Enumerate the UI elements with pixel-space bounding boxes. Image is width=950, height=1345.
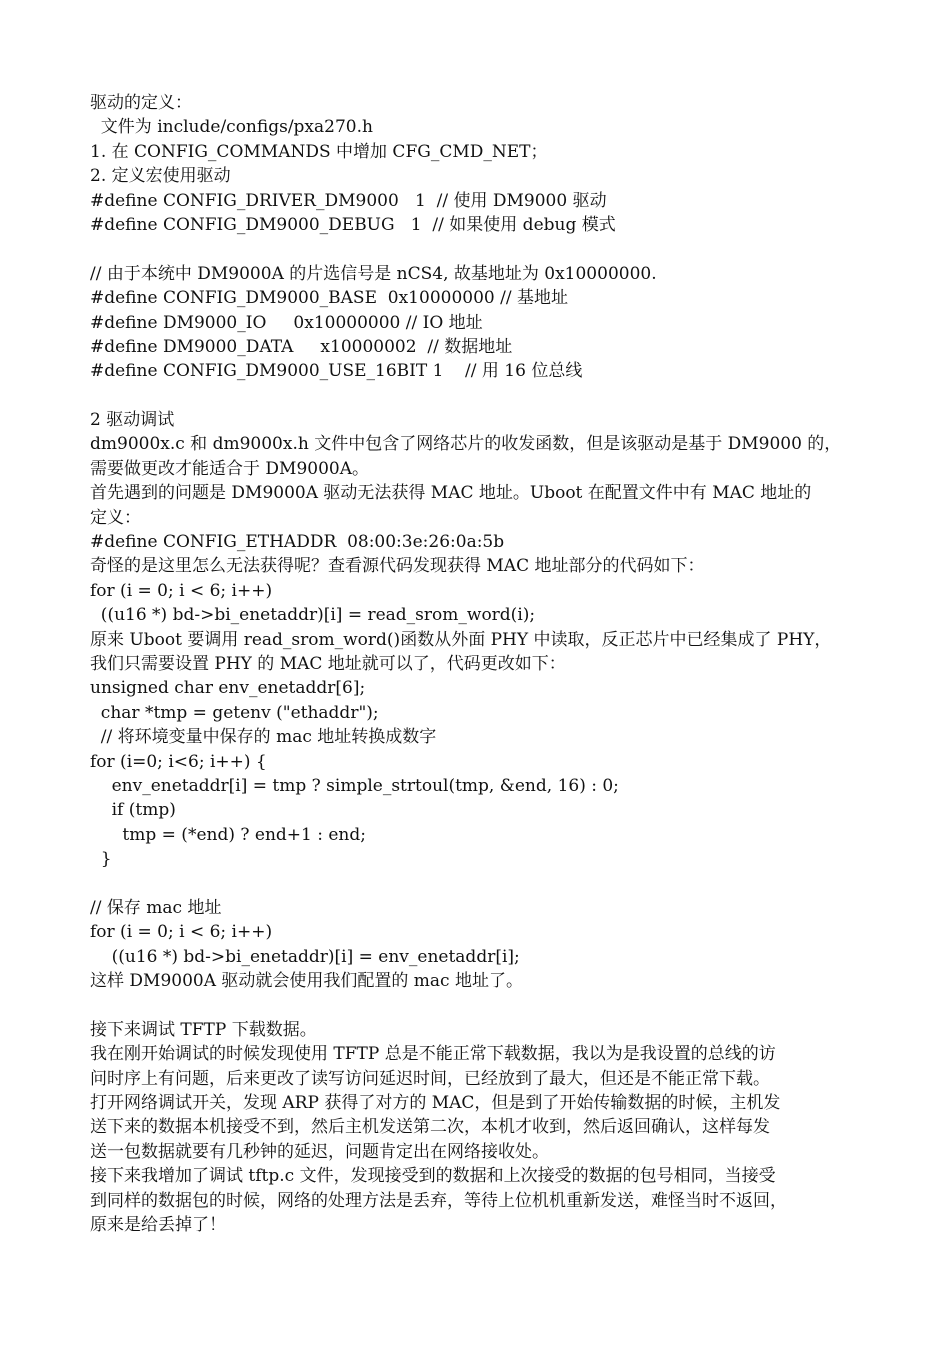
code-line: unsigned char env_enetaddr[6];	[90, 678, 366, 699]
code-line: #define CONFIG_DM9000_DEBUG 1 // 如果使用 debug 模式	[90, 214, 616, 235]
text-line: 奇怪的是这里怎么无法获得呢？查看源代码发现获得 MAC 地址部分的代码如下：	[90, 556, 705, 577]
text-line: 送下来的数据本机接受不到，然后主机发送第二次，本机才收到，然后返回确认，这样每发	[90, 1117, 770, 1138]
text-line: 到同样的数据包的时候，网络的处理方法是丢弃，等待上位机机重新发送，难怪当时不返回，	[90, 1190, 787, 1211]
text-line: 接下来调试 TFTP 下载数据。	[90, 1019, 317, 1040]
code-line: #define DM9000_DATA x10000002 // 数据地址	[90, 336, 513, 357]
code-line: // 将环境变量中保存的 mac 地址转换成数字	[90, 727, 437, 748]
code-line: tmp = (*end) ? end+1 : end;	[90, 824, 366, 845]
code-line: for (i = 0; i < 6; i++)	[90, 580, 273, 601]
text-line: 2. 定义宏使用驱动	[90, 166, 231, 187]
text-line: 文件为 include/configs/pxa270.h	[90, 117, 373, 138]
code-line: char *tmp = getenv ("ethaddr");	[90, 702, 379, 723]
text-line: dm9000x.c 和 dm9000x.h 文件中包含了网络芯片的收发函数，但是该驱动是基于 DM9000 的，	[90, 434, 842, 455]
text-line: 这样 DM9000A 驱动就会使用我们配置的 mac 地址了。	[90, 971, 523, 992]
code-line: for (i = 0; i < 6; i++)	[90, 922, 273, 943]
text-line: 首先遇到的问题是 DM9000A 驱动无法获得 MAC 地址。Uboot 在配置文件中有 MAC 地址的	[90, 483, 812, 504]
blank-line	[90, 237, 880, 261]
text-line: 接下来我增加了调试 tftp.c 文件，发现接受到的数据和上次接受的数据的包号相同，当接受	[90, 1166, 776, 1187]
code-line: #define CONFIG_DM9000_BASE 0x10000000 // 基地址	[90, 288, 568, 309]
code-line: }	[90, 849, 112, 870]
text-line: 我在刚开始调试的时候发现使用 TFTP 总是不能正常下载数据，我以为是我设置的总线的访	[90, 1044, 776, 1065]
text-line: 我们只需要设置 PHY 的 MAC 地址就可以了，代码更改如下：	[90, 653, 566, 674]
code-line: ((u16 *) bd->bi_enetaddr)[i] = env_enetaddr[i];	[90, 946, 520, 967]
blank-line	[90, 872, 880, 896]
code-line: for (i=0; i<6; i++) {	[90, 751, 267, 772]
code-line: #define CONFIG_DRIVER_DM9000 1 // 使用 DM9000 驱动	[90, 190, 607, 211]
blank-line	[90, 993, 880, 1017]
text-line: 定义：	[90, 507, 141, 528]
text-line: 需要做更改才能适合于 DM9000A。	[90, 458, 369, 479]
code-line: #define DM9000_IO 0x10000000 // IO 地址	[90, 312, 483, 333]
code-line: env_enetaddr[i] = tmp ? simple_strtoul(tmp, &end, 16) : 0;	[90, 775, 619, 796]
document-page	[90, 91, 880, 1237]
code-line: // 保存 mac 地址	[90, 897, 222, 918]
text-line: 送一包数据就要有几秒钟的延迟，问题肯定出在网络接收处。	[90, 1141, 549, 1162]
text-line: 打开网络调试开关，发现 ARP 获得了对方的 MAC，但是到了开始传输数据的时候，主机发	[90, 1093, 781, 1114]
code-line: #define CONFIG_ETHADDR 08:00:3e:26:0a:5b	[90, 532, 505, 553]
code-line: // 由于本统中 DM9000A 的片选信号是 nCS4, 故基地址为 0x10000000.	[90, 263, 657, 284]
text-line: 驱动的定义：	[90, 93, 192, 113]
code-line: if (tmp)	[90, 800, 176, 821]
blank-line	[90, 384, 880, 408]
text-line: 问时序上有问题，后来更改了读写访问延迟时间，已经放到了最大，但还是不能正常下载。	[90, 1068, 770, 1089]
code-line: #define CONFIG_DM9000_USE_16BIT 1 // 用 16 位总线	[90, 361, 583, 382]
text-line: 1. 在 CONFIG_COMMANDS 中增加 CFG_CMD_NET；	[90, 141, 548, 162]
code-line: ((u16 *) bd->bi_enetaddr)[i] = read_srom_word(i);	[90, 605, 536, 626]
section-heading: 2 驱动调试	[90, 410, 175, 431]
text-line: 原来是给丢掉了！	[90, 1214, 226, 1235]
text-line: 原来 Uboot 要调用 read_srom_word()函数从外面 PHY 中读取，反正芯片中已经集成了 PHY，	[90, 629, 832, 650]
